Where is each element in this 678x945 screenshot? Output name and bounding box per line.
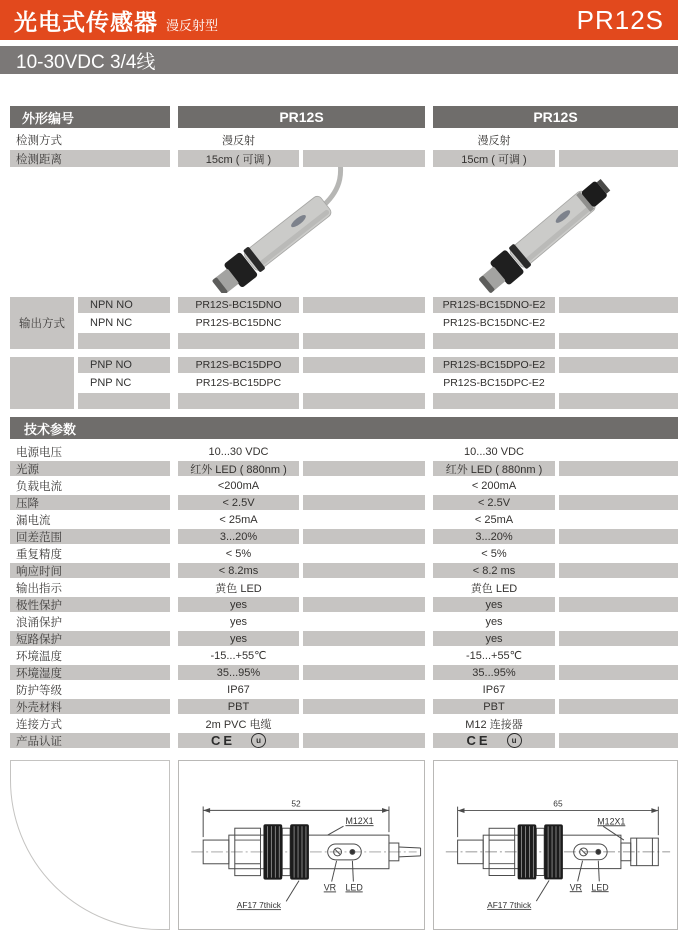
svg-text:LED: LED: [345, 882, 363, 893]
column2-model-header: PR12S: [433, 106, 678, 128]
spec-label: 回差范围: [10, 529, 170, 544]
svg-text:AF17 7thick: AF17 7thick: [487, 899, 532, 910]
spec-value: 10...30 VDC: [464, 445, 524, 458]
spec-value: IP67: [482, 683, 506, 696]
cert-label: 产品认证: [10, 733, 170, 748]
dimension-drawing-connector: [433, 760, 678, 930]
spec-label: 负载电流: [16, 480, 62, 493]
svg-text:52: 52: [291, 798, 301, 809]
model-cell: PR12S-BC15DNO: [178, 297, 299, 313]
model-cell: PR12S-BC15DNC: [195, 317, 282, 329]
spec-value: PBT: [178, 699, 299, 714]
spec-value: -15...+55℃: [210, 650, 267, 662]
spec-value: 黄色 LED: [470, 582, 518, 595]
spec-value: 红外 LED ( 880nm ): [178, 461, 299, 476]
cert-marks: [178, 733, 299, 748]
spec-label: 响应时间: [10, 563, 170, 578]
spec-value: 3...20%: [178, 529, 299, 544]
svg-text:M12X1: M12X1: [345, 816, 374, 827]
spec-value: IP67: [227, 683, 250, 696]
column1-model-header: PR12S: [178, 106, 425, 128]
spec-value: 35...95%: [433, 665, 555, 680]
sensor-photo-connector: [433, 167, 678, 293]
spec-value: < 5%: [225, 547, 252, 560]
spec-label: 重复精度: [16, 548, 62, 561]
spec-value: < 2.5V: [433, 495, 555, 510]
spec-value: < 8.2 ms: [433, 563, 555, 578]
spec-value: M12 连接器: [465, 718, 523, 731]
spec-label: 极性保护: [10, 597, 170, 612]
spec-label: 压降: [10, 495, 170, 510]
detect-mode-value: 漫反射: [477, 135, 511, 147]
spec-value: 黄色 LED: [215, 582, 262, 595]
model-cell: PR12S-BC15DNO-E2: [433, 297, 555, 313]
voltage-class-bar: [0, 46, 678, 74]
model-cell: PR12S-BC15DNC-E2: [442, 317, 546, 329]
svg-text:M12X1: M12X1: [597, 816, 626, 827]
output-mode-label: 输出方式: [10, 297, 74, 349]
spec-value: PBT: [433, 699, 555, 714]
sensor-photo-cable: [178, 167, 425, 293]
output-mode-label-blank: [10, 357, 74, 409]
spec-value: < 2.5V: [178, 495, 299, 510]
svg-text:65: 65: [553, 798, 563, 809]
model-number: PR12S: [576, 4, 664, 35]
output-mode-section: [10, 297, 668, 409]
page-title: 光电式传感器: [14, 8, 158, 35]
shape-header: 外形编号: [10, 106, 170, 128]
ce-mark-icon: CE: [210, 733, 236, 748]
spec-label: 防护等级: [16, 684, 62, 697]
svg-text:LED: LED: [591, 882, 609, 893]
model-cell: PR12S-BC15DPO: [178, 357, 299, 373]
model-cell: PR12S-BC15DPC: [195, 377, 282, 389]
page-subtitle: 漫反射型: [166, 17, 219, 33]
page-header: [0, 0, 678, 40]
tech-params-header: 技术参数: [10, 417, 678, 439]
svg-text:AF17 7thick: AF17 7thick: [236, 900, 282, 911]
spec-value: yes: [433, 597, 555, 612]
spec-value: < 25mA: [474, 513, 514, 526]
spec-label: 浪涌保护: [16, 616, 62, 629]
dimension-drawing-cable: [178, 760, 425, 930]
spec-label: 电源电压: [16, 446, 62, 459]
spec-value: yes: [433, 631, 555, 646]
spec-value: yes: [178, 631, 299, 646]
spec-value: 2m PVC 电缆: [205, 718, 272, 731]
spec-value: < 200mA: [471, 479, 517, 492]
ul-mark-icon: u: [507, 733, 522, 748]
spec-label: 漏电流: [16, 514, 51, 527]
spec-value: 35...95%: [178, 665, 299, 680]
output-type: PNP NC: [90, 377, 132, 389]
cert-marks: [433, 733, 555, 748]
detect-range-value: 15cm ( 可调 ): [178, 150, 299, 167]
svg-text:VR: VR: [323, 882, 337, 893]
voltage-class-label: 10-30VDC 3/4线: [16, 51, 156, 73]
ce-mark-icon: CE: [466, 733, 491, 748]
spec-value: yes: [178, 597, 299, 612]
spec-label: 外壳材料: [10, 699, 170, 714]
model-cell: PR12S-BC15DPC-E2: [443, 377, 545, 389]
corner-decoration-box: [10, 760, 170, 930]
spec-value: 10...30 VDC: [208, 445, 269, 458]
spec-value: yes: [485, 615, 503, 628]
spec-label: 环境温度: [16, 650, 62, 663]
spec-label: 光源: [10, 461, 170, 476]
svg-text:VR: VR: [569, 882, 583, 893]
output-type: NPN NC: [90, 317, 133, 329]
spec-value: yes: [229, 615, 248, 628]
spec-value: -15...+55℃: [465, 650, 523, 662]
spec-value: < 5%: [481, 547, 507, 560]
spec-label: 短路保护: [10, 631, 170, 646]
ul-mark-icon: u: [251, 733, 266, 748]
spec-value: 3...20%: [433, 529, 555, 544]
model-cell: PR12S-BC15DPO-E2: [433, 357, 555, 373]
output-type: NPN NO: [78, 297, 170, 313]
detect-range-label: 检测距离: [10, 150, 170, 167]
output-type: PNP NO: [78, 357, 170, 373]
spec-label: 连接方式: [16, 718, 62, 731]
spec-label: 环境湿度: [10, 665, 170, 680]
spec-label: 输出指示: [16, 582, 62, 595]
spec-value: < 25mA: [219, 513, 258, 526]
detect-mode-value: 漫反射: [222, 135, 255, 147]
spec-value: 红外 LED ( 880nm ): [433, 461, 555, 476]
spec-value: < 8.2ms: [178, 563, 299, 578]
detect-range-value: 15cm ( 可调 ): [433, 150, 555, 167]
spec-value: <200mA: [217, 479, 260, 492]
detect-mode-label: 检测方式: [16, 135, 62, 147]
